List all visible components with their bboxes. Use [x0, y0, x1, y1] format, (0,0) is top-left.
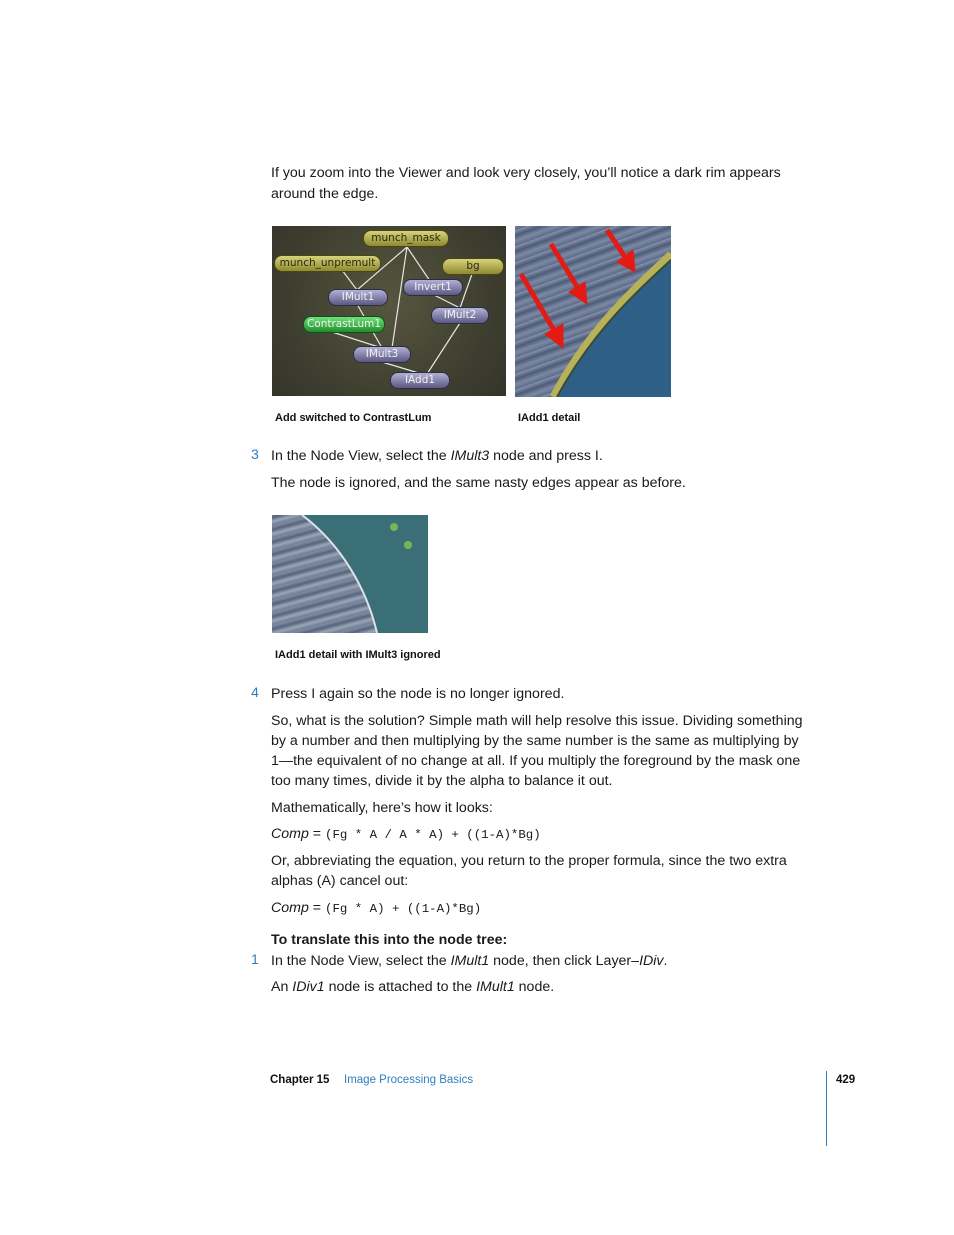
step-text	[271, 446, 603, 466]
menu-item-name: IDiv	[639, 953, 664, 969]
figure-caption: IAdd1 detail	[518, 412, 581, 424]
step-text	[271, 951, 667, 971]
step-text-part: .	[663, 953, 668, 969]
step-text-part: node.	[514, 979, 555, 995]
figure-caption: IAdd1 detail with IMult3 ignored	[275, 649, 441, 661]
node-invert1: Invert1	[403, 279, 463, 296]
step-text-part: In the Node View, select the	[271, 448, 451, 464]
formula-1	[271, 824, 541, 845]
node-name: IDiv1	[292, 979, 325, 995]
solution-line: 1—the equivalent of no change at all. If you multiply the foreground by the mask one	[271, 753, 801, 769]
intro-paragraph	[271, 163, 781, 204]
step-number: 3	[251, 447, 259, 463]
figure-caption: Add switched to ContrastLum	[275, 412, 432, 424]
step-text-part: An	[271, 979, 293, 995]
formula-label: Comp	[271, 826, 309, 842]
formula-expression: (Fg * A) + ((1-A)*Bg)	[325, 902, 482, 916]
footer-divider	[826, 1071, 827, 1146]
footer-chapter-title: Image Processing Basics	[344, 1074, 474, 1086]
node-imult3: IMult3	[353, 346, 411, 363]
abbrev-line: Or, abbreviating the equation, you return to the proper formula, since the two extra	[271, 853, 787, 869]
formula-expression: (Fg * A / A * A) + ((1-A)*Bg)	[325, 828, 541, 842]
step-text-part: node, then click Layer–	[489, 953, 640, 969]
node-view-screenshot	[272, 226, 506, 396]
intro-line: If you zoom into the Viewer and look very closely, you’ll notice a dark rim appears	[271, 165, 781, 181]
node-imult2: IMult2	[431, 307, 489, 324]
node-name: IMult3	[450, 448, 490, 464]
abbrev-line: alphas (A) cancel out:	[271, 873, 409, 889]
step-result: The node is ignored, and the same nasty edges appear as before.	[271, 475, 686, 491]
solution-line: So, what is the solution? Simple math will help resolve this issue. Dividing something	[271, 713, 803, 729]
solution-paragraph	[271, 711, 803, 791]
node-iadd1: IAdd1	[390, 372, 450, 389]
node-munch-mask: munch_mask	[363, 230, 449, 247]
iadd1-ignored-image	[272, 515, 428, 633]
formula-equals: =	[308, 826, 326, 842]
step-number: 1	[251, 952, 259, 968]
step-result	[271, 977, 554, 997]
step-number: 4	[251, 685, 259, 701]
step-text-part: node and press I.	[489, 448, 603, 464]
math-intro: Mathematically, here’s how it looks:	[271, 800, 493, 816]
ignored-overlay	[272, 515, 428, 633]
node-name: IMult1	[450, 953, 490, 969]
iadd1-detail-image	[515, 226, 671, 397]
abbrev-paragraph	[271, 851, 787, 891]
intro-line: around the edge.	[271, 186, 379, 202]
solution-line: too many times, divide it by the alpha to balance it out.	[271, 773, 613, 789]
formula-2	[271, 898, 481, 919]
node-bg: bg	[442, 258, 504, 275]
node-contrastlum1: ContrastLum1	[303, 316, 385, 333]
node-munch-unpremult: munch_unpremult	[274, 255, 381, 272]
page-number: 429	[836, 1074, 856, 1086]
solution-line: by a number and then multiplying by the same number is the same as multiplying by	[271, 733, 799, 749]
step-text-part: node is attached to the	[324, 979, 477, 995]
step-text: Press I again so the node is no longer ignored.	[271, 686, 565, 702]
footer-chapter-label: Chapter 15	[270, 1074, 330, 1086]
task-heading: To translate this into the node tree:	[271, 932, 508, 948]
node-name: IMult1	[476, 979, 515, 995]
formula-label: Comp	[271, 900, 309, 916]
step-text-part: In the Node View, select the	[271, 953, 451, 969]
detail-overlay	[515, 226, 671, 397]
node-imult1: IMult1	[328, 289, 388, 306]
formula-equals: =	[308, 900, 326, 916]
